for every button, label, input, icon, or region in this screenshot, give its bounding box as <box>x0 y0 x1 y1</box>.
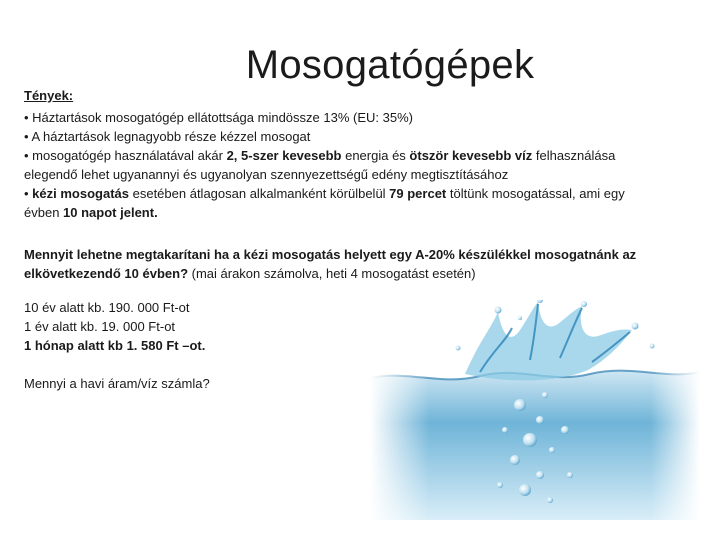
fact-emphasis: ötször kevesebb víz <box>409 148 533 163</box>
fact-emphasis: kézi mosogatás <box>32 186 129 201</box>
facts-heading: Tények: <box>24 88 74 103</box>
fact-emphasis: 10 napot jelent. <box>63 205 158 220</box>
fact-text: • <box>24 186 33 201</box>
savings-emphasis: 1 hónap alatt kb 1. 580 Ft –ot. <box>24 338 206 353</box>
savings-line: 1 év alatt kb. 19. 000 Ft-ot <box>24 319 176 334</box>
fact-line <box>24 203 696 222</box>
question-paragraph <box>24 245 696 283</box>
fact-text: • mosogatógép használatával akár <box>24 148 227 163</box>
fact-text: évben <box>24 205 64 220</box>
fact-text: töltünk mosogatással, ami egy <box>446 186 625 201</box>
savings-line: 10 év alatt kb. 190. 000 Ft-ot <box>24 300 190 315</box>
closing-question: Mennyi a havi áram/víz számla? <box>24 376 210 391</box>
fact-line: • A háztartások legnagyobb része kézzel mosogat <box>24 129 311 144</box>
fact-text: felhasználása <box>532 148 616 163</box>
slide-title: Mosogatógépek <box>245 43 535 87</box>
fact-line: elegendő lehet ugyanannyi és ugyanolyan szennyezettségű edény megtisztításához <box>24 167 509 182</box>
question-bold: Mennyit lehetne megtakarítani ha a kézi mosogatás helyett egy A-20% készülékkel mosogatnánk az elkövetkezendő 10 évben? <box>24 247 637 281</box>
fact-line: • Háztartások mosogatógép ellátottsága mindössze 13% (EU: 35%) <box>24 110 413 125</box>
fact-line <box>24 146 696 165</box>
facts-list <box>24 108 696 222</box>
question-text <box>24 245 696 283</box>
question-note: (mai árakon számolva, heti 4 mosogatást esetén) <box>188 266 476 281</box>
fact-line <box>24 184 696 203</box>
water-splash-image <box>370 300 700 520</box>
fact-emphasis: 79 percet <box>389 186 447 201</box>
fact-emphasis: 2, 5-szer kevesebb <box>226 148 342 163</box>
fact-text: energia és <box>341 148 410 163</box>
fact-text: esetében átlagosan alkalmanként körülbelül <box>129 186 390 201</box>
